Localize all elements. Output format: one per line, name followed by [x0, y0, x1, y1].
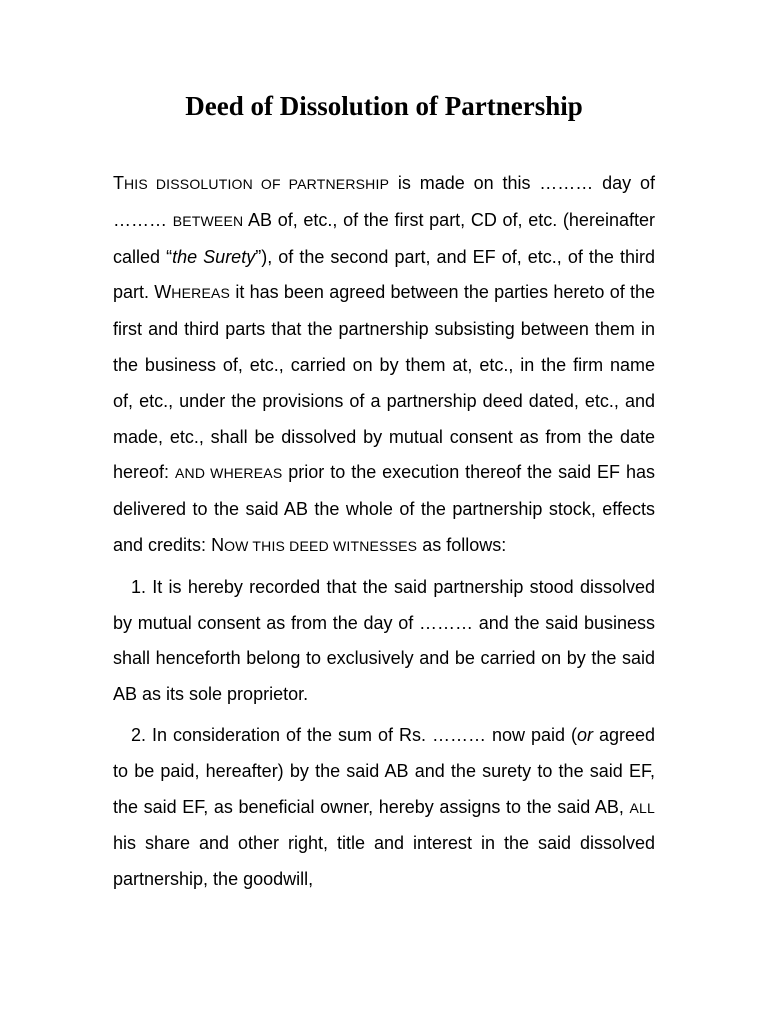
clause-1: 1. It is hereby recorded that the said partnership stood dissolved by mutual consent as from the day of ……… and the said business shall henceforth belong to exclusively and be carried on by the said AB as its sole proprietor.: [113, 576, 655, 705]
opening-smallcaps: HIS DISSOLUTION OF PARTNERSHIP: [124, 176, 390, 192]
between-keyword: BETWEEN: [172, 212, 244, 229]
clause-2: [113, 718, 655, 898]
intro-text-1: is made on this ……… day of ………: [113, 173, 655, 230]
clause-2-text-1: 2. In consideration of the sum of Rs. ……… now paid (: [131, 724, 577, 745]
whereas-initial: W: [154, 282, 172, 303]
document-title: Deed of Dissolution of Partnership: [185, 91, 583, 121]
document-body: [113, 166, 655, 898]
intro-paragraph: [113, 166, 655, 565]
surety-term: the Surety: [172, 246, 256, 267]
intro-text-4: it has been agreed between the parties hereto of the first and third parts that the partnership subsisting between them in the business of, etc., carried on by them at, etc., in the firm name of, etc., under the provisions of a partnership deed dated, etc., and made, etc., shall be dissolved by mutual consent as from the date hereof:: [113, 282, 656, 483]
clause-2-or: or: [576, 724, 593, 745]
clause-2-text-3: his share and other right, title and interest in the said dissolved partnership, the goodwill,: [113, 833, 655, 890]
clause-2-text-2: agreed to be paid, hereafter) by the said AB and the surety to the said EF, the said EF, as beneficial owner, hereby assigns to the said AB,: [113, 724, 655, 817]
and-whereas-keyword: AND WHEREAS: [174, 465, 283, 482]
intro-text-2: AB of, etc., of the first part, CD of, etc. (hereinafter called “: [113, 209, 655, 267]
opening-initial: T: [113, 173, 124, 193]
whereas-keyword: HEREAS: [171, 285, 231, 302]
now-this-deed-witnesses-keyword: OW THIS DEED WITNESSES: [224, 537, 418, 554]
now-initial: N: [211, 534, 225, 555]
intro-text-5: prior to the execution thereof the said EF has delivered to the said AB the whole of the partnership stock, effects and credits:: [113, 462, 655, 555]
clause-2-all-keyword: ALL: [629, 799, 655, 816]
intro-text-3: ”), of the second part, and EF of, etc., of the third part.: [113, 246, 656, 303]
intro-text-6: as follows:: [417, 534, 507, 555]
